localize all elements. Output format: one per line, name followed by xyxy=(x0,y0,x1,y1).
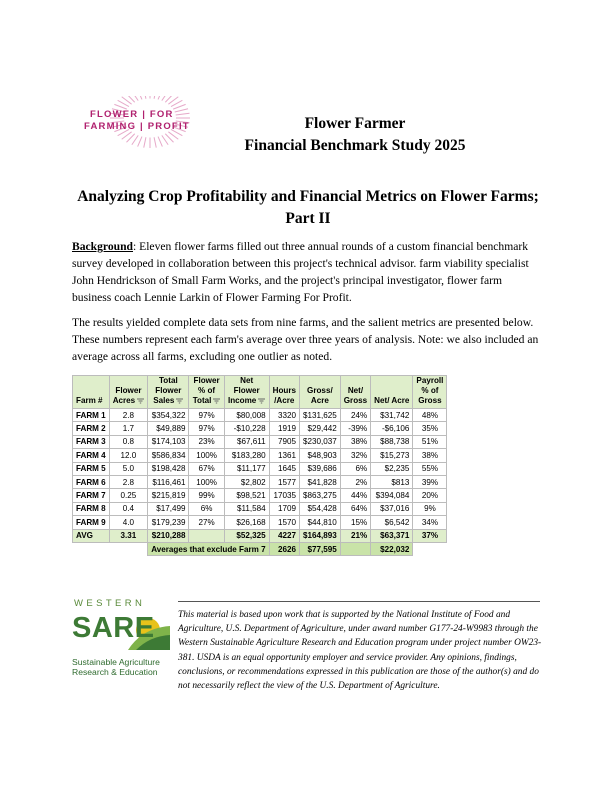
table-cell: $44,810 xyxy=(300,516,341,529)
column-header-text: /Acre xyxy=(274,396,295,405)
table-cell: $41,828 xyxy=(300,475,341,488)
column-header-text: Net/ Acre xyxy=(374,396,410,405)
table-row xyxy=(73,502,447,515)
table-cell: 0.4 xyxy=(109,502,148,515)
table-cell: 2% xyxy=(340,475,370,488)
column-header xyxy=(224,376,269,409)
column-header-text: Acres xyxy=(112,396,136,405)
table-cell: $88,738 xyxy=(371,435,413,448)
column-header-text: Flower xyxy=(115,386,142,395)
column-header xyxy=(340,376,370,409)
table-cell: $11,584 xyxy=(224,502,269,515)
column-header-text: Gross xyxy=(343,396,368,405)
sare-western-text: WESTERN xyxy=(74,598,146,609)
exclude-label-cell: Averages that exclude Farm 7 xyxy=(148,542,269,555)
table-cell: $131,625 xyxy=(300,409,341,422)
sunburst-ray xyxy=(138,137,142,147)
table-cell: $354,322 xyxy=(148,409,189,422)
table-cell: 1577 xyxy=(269,475,299,488)
table-cell: 1709 xyxy=(269,502,299,515)
column-header-text: Sales xyxy=(153,396,175,405)
table-cell: 97% xyxy=(189,409,224,422)
table-cell: 23% xyxy=(189,435,224,448)
table-cell: $6,542 xyxy=(371,516,413,529)
table-row xyxy=(73,489,447,502)
logo-word-profit: PROFIT xyxy=(147,121,190,132)
logo-word-for: FOR xyxy=(149,109,174,120)
table-cell: $31,742 xyxy=(371,409,413,422)
filter-icon[interactable] xyxy=(176,397,183,403)
column-header xyxy=(109,376,148,409)
table-cell: $198,428 xyxy=(148,462,189,475)
column-header-text: Flower xyxy=(155,386,182,395)
table-cell: -$10,228 xyxy=(224,422,269,435)
filter-icon[interactable] xyxy=(137,397,144,403)
sunburst-ray xyxy=(144,96,146,99)
column-header-text: Gross xyxy=(418,396,442,405)
table-row xyxy=(73,449,447,462)
table-cell: $37,016 xyxy=(371,502,413,515)
table-cell: 1919 xyxy=(269,422,299,435)
exclude-net-acre-cell: $22,032 xyxy=(371,542,413,555)
table-cell: $26,168 xyxy=(224,516,269,529)
table-cell: $29,442 xyxy=(300,422,341,435)
table-cell: 2.8 xyxy=(109,409,148,422)
table-cell: $39,686 xyxy=(300,462,341,475)
table-cell: $116,461 xyxy=(148,475,189,488)
farm-label-cell: FARM 9 xyxy=(73,516,110,529)
filter-icon[interactable] xyxy=(213,397,220,403)
table-cell: 6% xyxy=(340,462,370,475)
table-row xyxy=(73,409,447,422)
filter-icon[interactable] xyxy=(258,397,265,403)
table-cell: 3320 xyxy=(269,409,299,422)
background-paragraph xyxy=(72,238,542,306)
table-cell: $15,273 xyxy=(371,449,413,462)
column-header-text: % of xyxy=(421,386,439,395)
table-cell: 12.0 xyxy=(109,449,148,462)
sunburst-ray xyxy=(162,135,168,144)
table-cell: $54,428 xyxy=(300,502,341,515)
flower-farming-for-profit-logo: FLOWER | FOR FARMING | PROFIT xyxy=(70,96,198,156)
sare-tagline-2: Research & Education xyxy=(72,667,158,677)
table-cell: 44% xyxy=(340,489,370,502)
sunburst-ray xyxy=(176,113,190,115)
table-cell: $586,834 xyxy=(148,449,189,462)
table-cell: 1361 xyxy=(269,449,299,462)
farm-label-cell: FARM 7 xyxy=(73,489,110,502)
disclaimer-divider xyxy=(178,601,540,602)
table-cell: 55% xyxy=(413,462,447,475)
table-cell: 100% xyxy=(189,449,224,462)
table-cell: 67% xyxy=(189,462,224,475)
farm-label-cell: FARM 3 xyxy=(73,435,110,448)
logo-word-farming: FARMING xyxy=(84,121,137,132)
farm-label-cell: FARM 4 xyxy=(73,449,110,462)
column-header xyxy=(300,376,341,409)
farm-label-cell: FARM 8 xyxy=(73,502,110,515)
table-cell: 20% xyxy=(413,489,447,502)
table-cell: $174,103 xyxy=(148,435,189,448)
sunburst-ray xyxy=(158,96,162,99)
average-label-cell: AVG xyxy=(73,529,110,542)
table-cell: $48,903 xyxy=(300,449,341,462)
column-header xyxy=(189,376,224,409)
average-cell: 21% xyxy=(340,529,370,542)
table-cell: 32% xyxy=(340,449,370,462)
background-text: : Eleven flower farms filled out three annual rounds of a custom financial benchmark survey developed in collaboration between this project's technical advisor. farm viability specialist John Hendrickson of Small Farm Works, and the project's principal investigator, flower farm business coach Lennie Larkin of Flower Farming For Profit. xyxy=(72,240,529,304)
background-label: Background xyxy=(72,240,133,253)
average-cell: $52,325 xyxy=(224,529,269,542)
table-cell: $98,521 xyxy=(224,489,269,502)
farm-label-cell: FARM 6 xyxy=(73,475,110,488)
table-cell: 39% xyxy=(413,475,447,488)
table-cell: 38% xyxy=(413,449,447,462)
sunburst-ray xyxy=(175,109,188,112)
table-cell: $80,008 xyxy=(224,409,269,422)
table-cell: 7905 xyxy=(269,435,299,448)
table-cell: $67,611 xyxy=(224,435,269,448)
table-cell: 34% xyxy=(413,516,447,529)
table-cell: 51% xyxy=(413,435,447,448)
table-cell: 2.8 xyxy=(109,475,148,488)
table-cell: 100% xyxy=(189,475,224,488)
table-cell: 17035 xyxy=(269,489,299,502)
column-header-text: Total xyxy=(158,376,178,385)
sunburst-ray xyxy=(154,137,156,147)
table-cell: $863,275 xyxy=(300,489,341,502)
table-cell: 1.7 xyxy=(109,422,148,435)
column-header-text: Net xyxy=(240,376,254,385)
table-header-row xyxy=(73,376,447,409)
column-header-text: Total xyxy=(192,396,212,405)
table-cell: $230,037 xyxy=(300,435,341,448)
average-cell: 37% xyxy=(413,529,447,542)
table-cell: 48% xyxy=(413,409,447,422)
table-cell: $11,177 xyxy=(224,462,269,475)
table-cell: $2,235 xyxy=(371,462,413,475)
blank-band-cell xyxy=(340,542,370,555)
column-header-text: Flower xyxy=(233,386,260,395)
page-title-line-2: Financial Benchmark Study 2025 xyxy=(244,137,466,154)
sunburst-ray xyxy=(173,104,185,109)
sunburst-ray xyxy=(144,137,146,147)
table-cell: $2,802 xyxy=(224,475,269,488)
table-row xyxy=(73,422,447,435)
column-header xyxy=(73,376,110,409)
average-cell: $63,371 xyxy=(371,529,413,542)
column-header-text: Net/ xyxy=(347,386,364,395)
benchmark-table xyxy=(72,375,447,556)
column-header-text: Payroll xyxy=(416,376,444,385)
table-cell: $179,239 xyxy=(148,516,189,529)
table-row xyxy=(73,462,447,475)
column-header-text: Farm # xyxy=(76,396,103,405)
table-cell: 35% xyxy=(413,422,447,435)
table-cell: 1645 xyxy=(269,462,299,475)
sunburst-ray xyxy=(138,96,142,99)
column-header-text: Flower xyxy=(193,376,220,385)
sare-wordmark: SARE xyxy=(72,612,155,644)
farm-label-cell: FARM 5 xyxy=(73,462,110,475)
sunburst-ray xyxy=(158,137,162,147)
column-header-text: Acre xyxy=(310,396,329,405)
column-header-text: Hours xyxy=(272,386,296,395)
column-header xyxy=(269,376,299,409)
subtitle xyxy=(60,186,556,230)
subtitle-line-1: Analyzing Crop Profitability and Financial Metrics on Flower Farms; xyxy=(77,188,539,205)
western-sare-logo xyxy=(70,598,170,682)
table-row xyxy=(73,516,447,529)
column-header-text: % of xyxy=(198,386,216,395)
column-header xyxy=(371,376,413,409)
table-cell: 99% xyxy=(189,489,224,502)
column-header xyxy=(413,376,447,409)
table-cell: 9% xyxy=(413,502,447,515)
average-cell: $210,288 xyxy=(148,529,189,542)
sare-tagline-1: Sustainable Agriculture xyxy=(72,657,160,667)
table-cell: 0.8 xyxy=(109,435,148,448)
logo-word-flower: FLOWER xyxy=(90,109,139,120)
farm-label-cell: FARM 1 xyxy=(73,409,110,422)
table-cell: $49,889 xyxy=(148,422,189,435)
table-cell: 1570 xyxy=(269,516,299,529)
sunburst-ray xyxy=(154,96,156,99)
table-cell: 6% xyxy=(189,502,224,515)
table-row xyxy=(73,475,447,488)
average-cell: 4227 xyxy=(269,529,299,542)
exclude-farm7-row xyxy=(73,542,447,555)
results-paragraph: The results yielded complete data sets from nine farms, and the salient metrics are presented below. These numbers represent each farm's average over three years of analysis. Note: we also included an average across all farms, excluding one outlier as noted. xyxy=(72,316,539,363)
table-cell: 0.25 xyxy=(109,489,148,502)
table-cell: -$6,106 xyxy=(371,422,413,435)
table-cell: $394,084 xyxy=(371,489,413,502)
funding-disclaimer: This material is based upon work that is supported by the National Institute of Food and Agriculture, U.S. Department of Agriculture, under award number G177-24-W9983 through the Western Sustainable Agriculture Research and Education program under project number OW23-381. USDA is an equal opportunity employer and service provider. Any opinions, findings, conclusions, or recommendations expressed in this publication are those of the author(s) and do not necessarily reflect the view of the U.S. Department of Agriculture. xyxy=(178,610,542,692)
table-cell: 27% xyxy=(189,516,224,529)
column-header xyxy=(148,376,189,409)
page-title-line-1: Flower Farmer xyxy=(304,115,406,132)
table-cell: 38% xyxy=(340,435,370,448)
column-header-text: Gross/ xyxy=(307,386,333,395)
average-cell: $164,893 xyxy=(300,529,341,542)
table-cell: $215,819 xyxy=(148,489,189,502)
subtitle-line-2: Part II xyxy=(285,210,331,227)
table-cell: 97% xyxy=(189,422,224,435)
table-cell: 5.0 xyxy=(109,462,148,475)
average-cell xyxy=(189,529,224,542)
table-cell: 4.0 xyxy=(109,516,148,529)
table-cell: 64% xyxy=(340,502,370,515)
table-cell: 24% xyxy=(340,409,370,422)
table-row xyxy=(73,435,447,448)
sunburst-ray xyxy=(132,135,138,144)
table-cell: -39% xyxy=(340,422,370,435)
average-cell: 3.31 xyxy=(109,529,148,542)
average-row xyxy=(73,529,447,542)
table-cell: $183,280 xyxy=(224,449,269,462)
table-cell: $813 xyxy=(371,475,413,488)
exclude-hours-cell: 2626 xyxy=(269,542,299,555)
table-cell: $17,499 xyxy=(148,502,189,515)
blank-cell xyxy=(73,542,148,555)
column-header-text: Income xyxy=(227,396,257,405)
blank-cell xyxy=(413,542,447,555)
table-cell: 15% xyxy=(340,516,370,529)
exclude-gross-acre-cell: $77,595 xyxy=(300,542,341,555)
farm-label-cell: FARM 2 xyxy=(73,422,110,435)
